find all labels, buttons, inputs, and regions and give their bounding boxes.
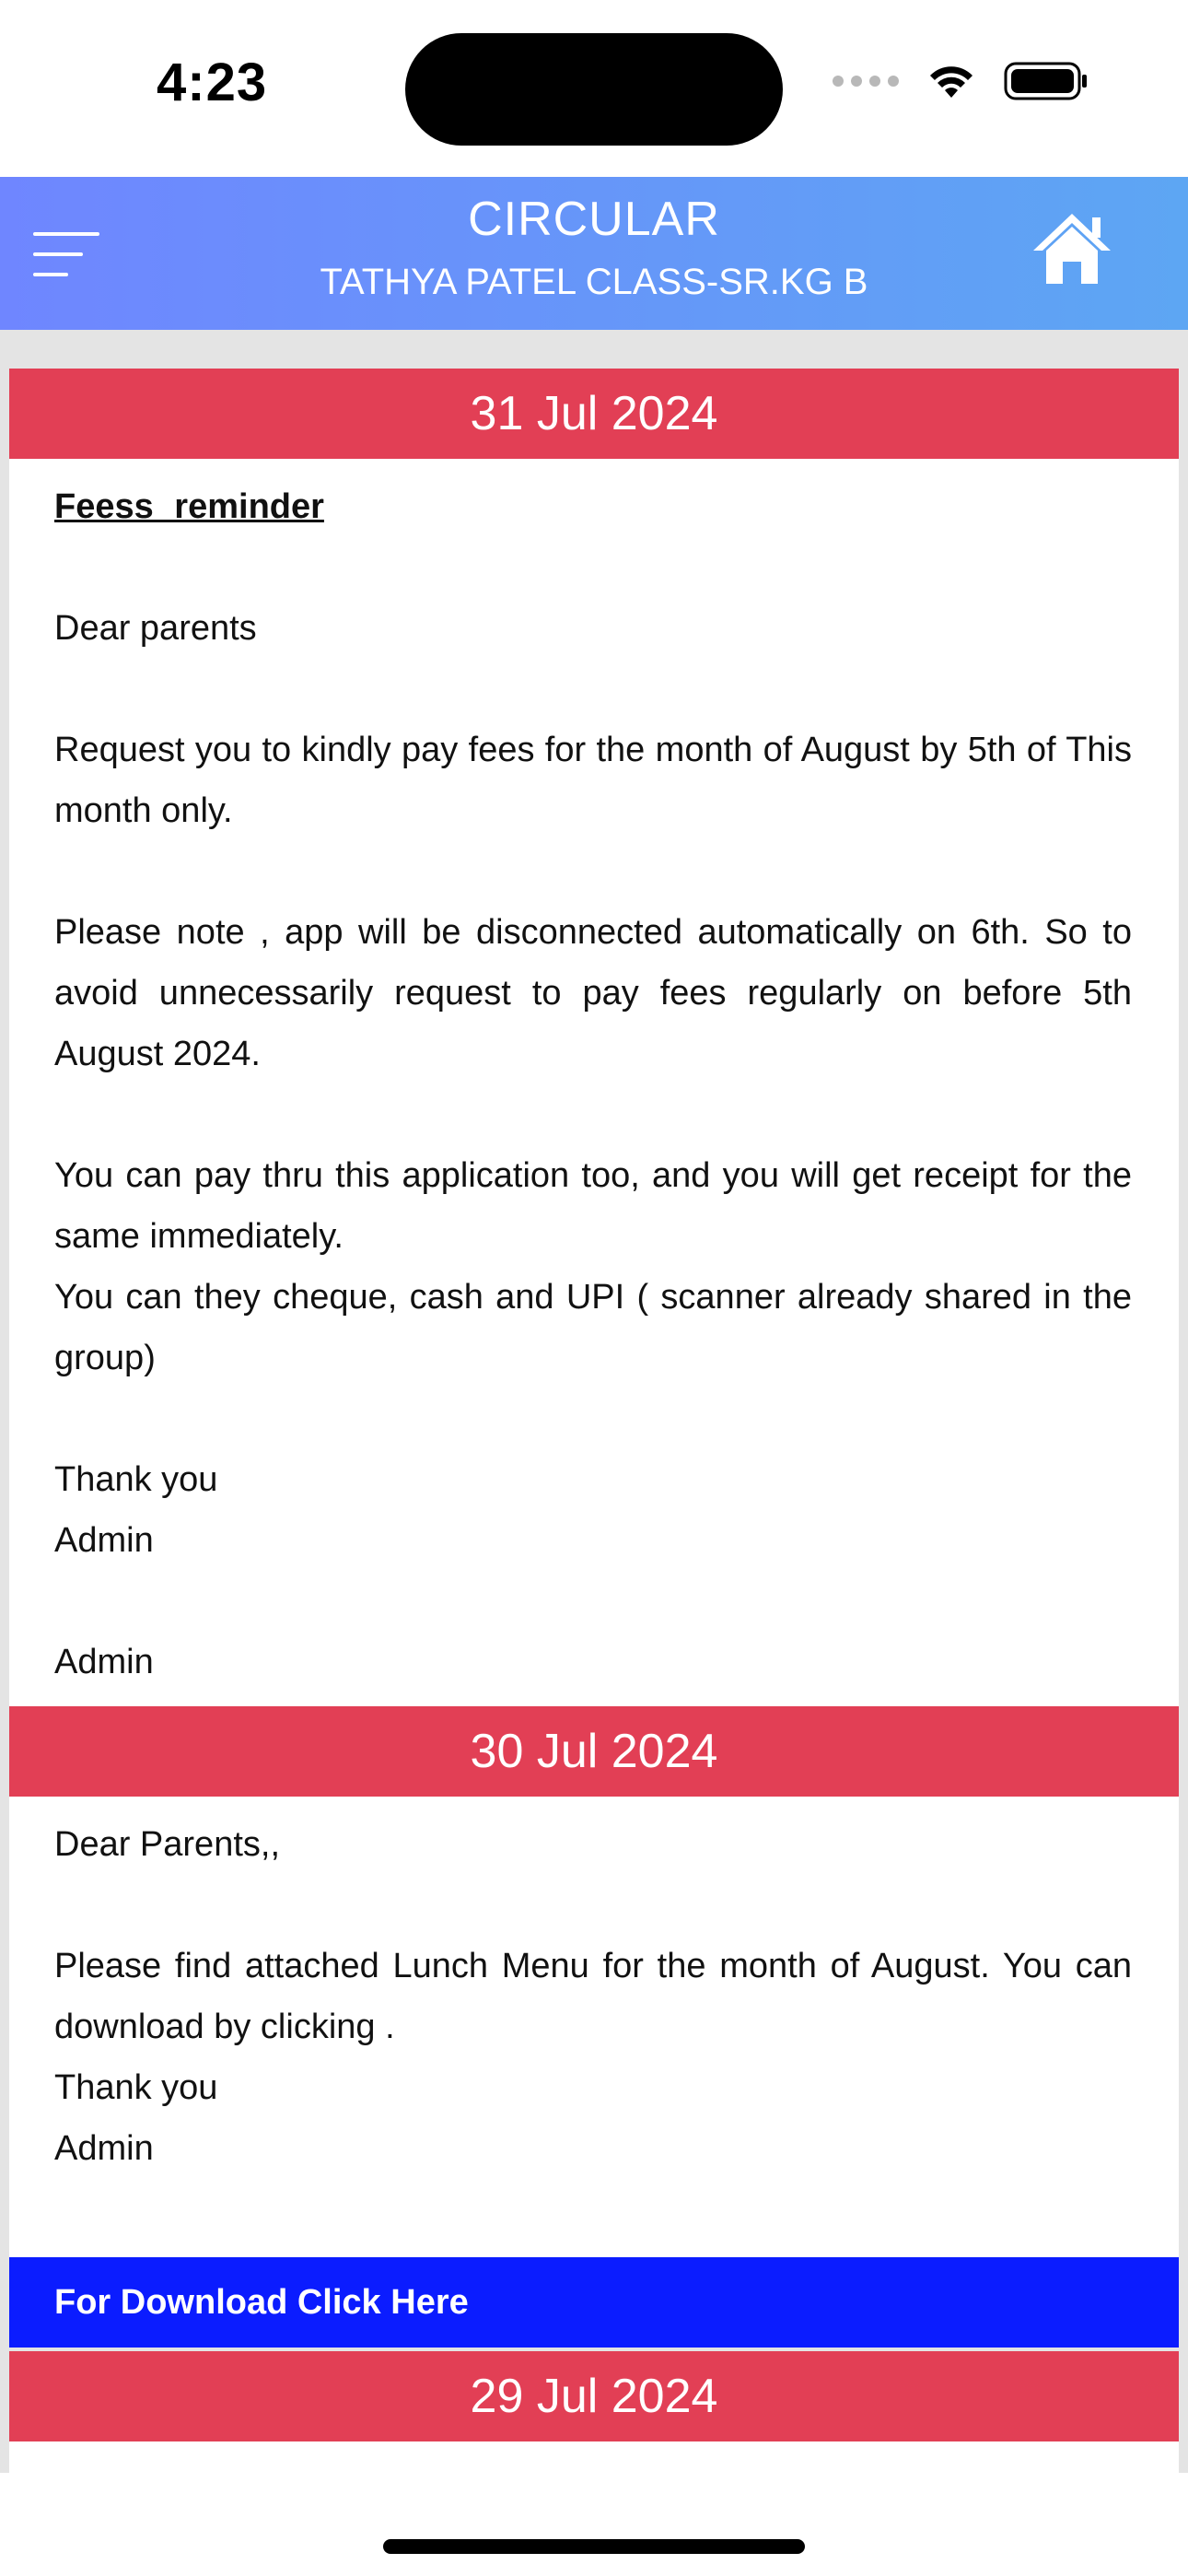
circular-signature: Admin	[54, 1521, 154, 1560]
circular-paragraph: Please find attached Lunch Menu for the month of August. You can download by clicking .	[54, 1947, 1132, 2046]
circular-paragraph: Request you to kindly pay fees for the month of August by 5th of This month only.	[54, 731, 1132, 830]
home-indicator[interactable]	[383, 2539, 805, 2554]
app-header	[0, 177, 1188, 330]
circular-greeting: Dear parents	[54, 609, 257, 648]
circular-paragraph: You can pay thru this application too, and you will get receipt for the same immediately.	[54, 1156, 1132, 1256]
bottom-safe-area	[0, 2473, 1188, 2576]
status-time: 4:23	[157, 53, 268, 112]
circular-title: Feess reminder	[54, 487, 324, 526]
download-button[interactable]: For Download Click Here	[9, 2257, 1179, 2348]
cellular-signal-icon	[833, 76, 899, 87]
circular-list[interactable]	[0, 330, 1188, 2473]
circular-signature: Admin	[54, 2129, 154, 2168]
page-subtitle: TATHYA PATEL CLASS-SR.KG B	[320, 262, 868, 302]
wifi-icon	[925, 61, 978, 101]
circular-date: 31 Jul 2024	[9, 369, 1179, 459]
status-icons	[833, 61, 1089, 101]
circular-card	[9, 2441, 1179, 2473]
status-bar	[0, 0, 1188, 177]
battery-icon	[1004, 61, 1089, 101]
circular-paragraph: You can they cheque, cash and UPI ( scanner already shared in the group)	[54, 1278, 1132, 1377]
circular-author: Admin	[54, 1643, 154, 1681]
page-title: CIRCULAR	[468, 193, 720, 246]
home-icon[interactable]	[1030, 210, 1114, 287]
circular-thanks: Thank you	[54, 1460, 218, 1499]
circular-date: 30 Jul 2024	[9, 1706, 1179, 1797]
dynamic-island	[405, 33, 783, 146]
circular-greeting: Dear Parents,,	[54, 1825, 280, 1864]
circular-date: 29 Jul 2024	[9, 2351, 1179, 2441]
circular-paragraph: Please note , app will be disconnected automatically on 6th. So to avoid unnecessarily request to pay fees regularly on before 5th August 2024.	[54, 913, 1132, 1073]
circular-thanks: Thank you	[54, 2068, 218, 2107]
